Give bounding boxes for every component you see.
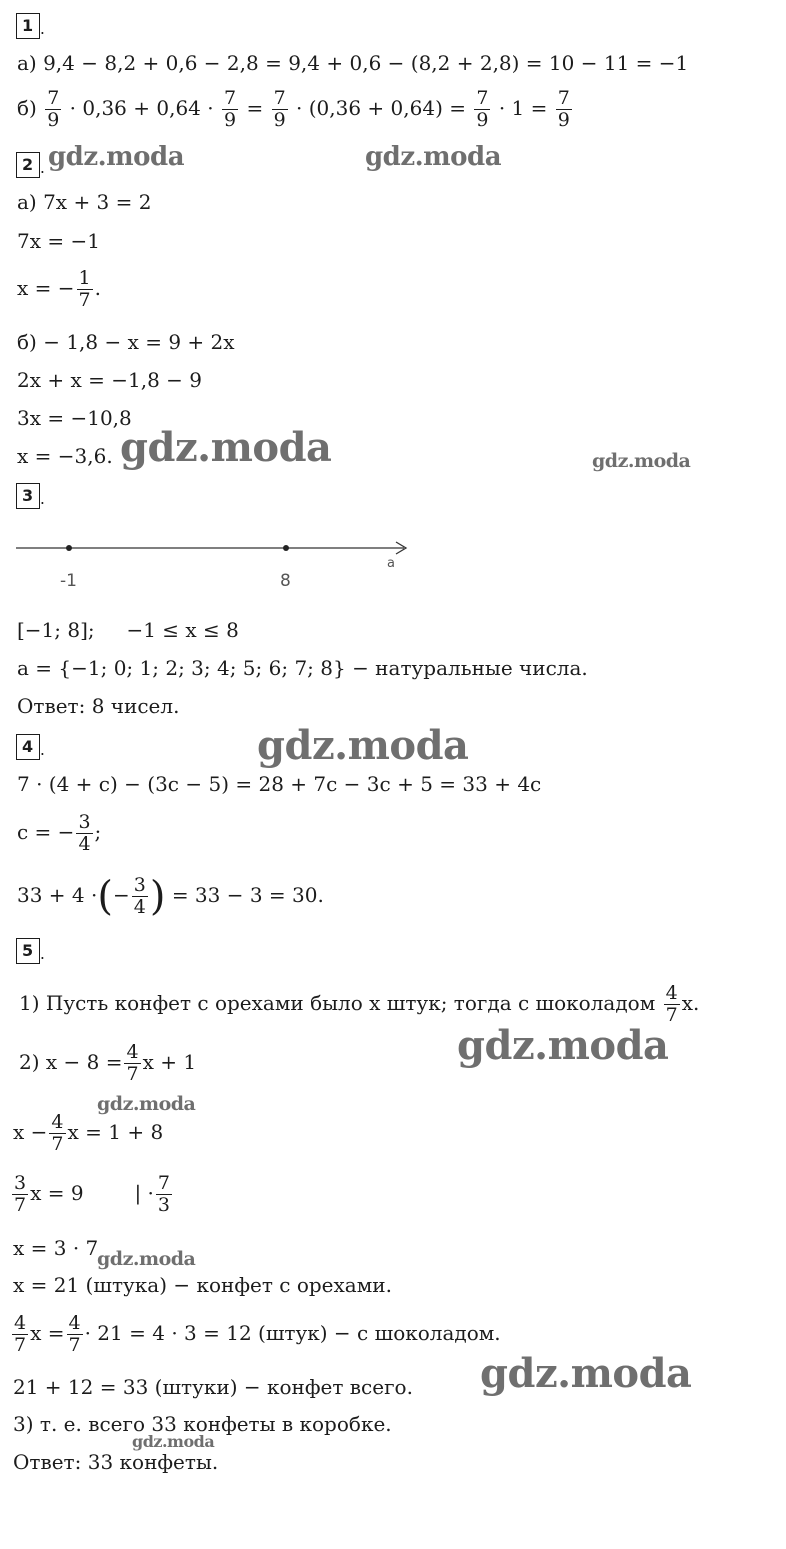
- task1-line-a: а) 9,4 − 8,2 + 0,6 − 2,8 = 9,4 + 0,6 − (8,2 + 2,8) = 10 − 11 = −1: [17, 51, 689, 75]
- task5-line-2: 2) x − 8 = $\frac{4}{7}$ x + 1: [19, 1041, 197, 1085]
- task4-line-3: 33 + 4 ·(− $\frac{3}{4}$ ) = 33 − 3 = 30.: [17, 873, 324, 920]
- task2-line-3: x = − $\frac{1}{7}$ .: [17, 267, 101, 311]
- point-8: [283, 545, 289, 551]
- watermark: gdz.moda: [457, 1022, 669, 1069]
- task5-line-4: $\frac{3}{7}$ x = 9 | · $\frac{7}{3}$: [14, 1172, 170, 1216]
- task-number-4: 4 .: [16, 734, 40, 760]
- point-minus-1: [66, 545, 72, 551]
- task5-line-1: 1) Пусть конфет с орехами было x штук; тогда с шоколадом $\frac{4}{7}$ x.: [19, 982, 700, 1026]
- watermark: gdz.moda: [120, 424, 332, 471]
- task2-line-2: 7x = −1: [17, 229, 100, 253]
- watermark: gdz.moda: [257, 722, 469, 769]
- task2-line-1: а) 7x + 3 = 2: [17, 190, 152, 214]
- watermark: gdz.moda: [132, 1432, 215, 1451]
- task3-interval: [−1; 8]; −1 ≤ x ≤ 8: [17, 618, 239, 642]
- task5-line-5: x = 3 · 7: [13, 1236, 99, 1260]
- watermark: gdz.moda: [480, 1350, 692, 1397]
- task5-line-7: $\frac{4}{7}$ x = $\frac{4}{7}$ · 21 = 4 · 3 = 12 (штук) − с шоколадом.: [14, 1312, 501, 1356]
- task4-line-1: 7 · (4 + c) − (3c − 5) = 28 + 7c − 3c + 5 = 33 + 4c: [17, 772, 542, 796]
- watermark: gdz.moda: [592, 450, 691, 472]
- axis-label: a: [387, 556, 395, 571]
- task1-line-b: б) $\frac{7}{9}$ · 0,36 + 0,64 · $\frac{7}{9}$ = $\frac{7}{9}$ · (0,36 + 0,64) = $\frac{7}{9}$ · 1 = $\frac{7}{9}$: [17, 87, 570, 131]
- watermark: gdz.moda: [97, 1248, 196, 1270]
- task2-line-5: 2x + x = −1,8 − 9: [17, 368, 202, 392]
- task-number-1: 1 .: [16, 13, 40, 39]
- task5-line-8: 21 + 12 = 33 (штуки) − конфет всего.: [13, 1375, 413, 1399]
- task-number-3: 3 .: [16, 483, 40, 509]
- task5-answer: Ответ: 33 конфеты.: [13, 1450, 219, 1474]
- task3-answer: Ответ: 8 чисел.: [17, 694, 180, 718]
- task5-line-9: 3) т. е. всего 33 конфеты в коробке.: [13, 1412, 392, 1436]
- task5-line-3: x − $\frac{4}{7}$ x = 1 + 8: [13, 1111, 164, 1155]
- task2-line-7: x = −3,6.: [17, 444, 113, 468]
- task2-line-6: 3x = −10,8: [17, 406, 132, 430]
- tick-label-8: 8: [280, 571, 291, 591]
- task-number-5: 5 .: [16, 938, 40, 964]
- tick-label-minus-1: -1: [60, 571, 77, 591]
- task2-line-4: б) − 1,8 − x = 9 + 2x: [17, 330, 235, 354]
- task5-line-6: x = 21 (штука) − конфет с орехами.: [13, 1273, 392, 1297]
- watermark: gdz.moda: [365, 142, 502, 172]
- task4-line-2: c = − $\frac{3}{4}$ ;: [17, 811, 102, 855]
- number-line: [0, 532, 786, 602]
- task3-set: a = {−1; 0; 1; 2; 3; 4; 5; 6; 7; 8} − натуральные числа.: [17, 656, 588, 680]
- watermark: gdz.moda: [97, 1093, 196, 1115]
- watermark: gdz.moda: [48, 142, 185, 172]
- task-number-2: 2 .: [16, 152, 40, 178]
